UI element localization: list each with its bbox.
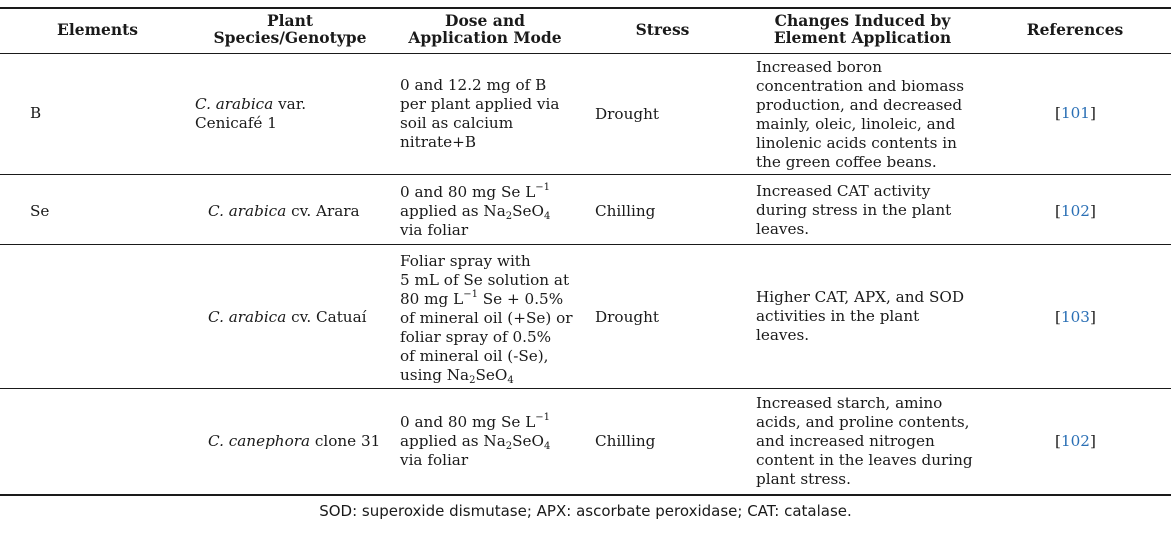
cell-reference: [101]	[1055, 104, 1096, 122]
reference-link[interactable]: 102	[1060, 432, 1090, 450]
cell-changes: Increased boron concentration and biomass production, and decreased mainly, oleic, linoleic, and linolenic acids contents in the green coffee beans.	[756, 58, 964, 171]
cell-species: C. canephora clone 31	[208, 432, 381, 450]
cell-species: C. arabica cv. Arara	[208, 202, 360, 220]
cell-stress: Drought	[595, 308, 659, 326]
cell-changes: Increased starch, amino acids, and proline contents, and increased nitrogen content in the leaves during plant stress.	[756, 394, 973, 488]
header-elements: Elements	[57, 20, 138, 39]
cell-reference: [102]	[1055, 202, 1096, 220]
cell-element: B	[30, 104, 42, 122]
cell-stress: Chilling	[595, 202, 656, 220]
row-divider	[0, 244, 1171, 245]
row-divider	[0, 174, 1171, 175]
cell-dose: 0 and 80 mg Se $L^{-1}$ applied as $Na_2SeO_4$ via foliar	[400, 412, 551, 469]
header-stress: Stress	[635, 20, 690, 39]
reference-link[interactable]: 102	[1060, 202, 1090, 220]
table-top-rule	[0, 7, 1171, 9]
header-references: References	[1026, 20, 1124, 39]
cell-reference: [103]	[1055, 308, 1096, 326]
cell-stress: Drought	[595, 105, 659, 123]
reference-link[interactable]: 101	[1060, 104, 1090, 122]
cell-reference: [102]	[1055, 432, 1096, 450]
cell-stress: Chilling	[595, 432, 656, 450]
table-footnote: SOD: superoxide dismutase; APX: ascorbate peroxidase; CAT: catalase.	[319, 502, 852, 520]
reference-link[interactable]: 103	[1060, 308, 1090, 326]
header-dose: Dose and Application Mode	[408, 11, 562, 47]
header-changes: Changes Induced by Element Application	[773, 11, 952, 47]
cell-changes: Increased CAT activity during stress in the plant leaves.	[756, 182, 952, 238]
header-bottom-rule	[0, 53, 1171, 54]
cell-species: C. arabica var. Cenicafé 1	[195, 95, 307, 132]
table-bottom-rule	[0, 494, 1171, 496]
cell-dose: 0 and 12.2 mg of B per plant applied via soil as calcium nitrate+B	[400, 76, 560, 151]
header-plant-species: Plant Species/Genotype	[213, 11, 367, 47]
cell-species: C. arabica cv. Catuaí	[208, 308, 367, 326]
cell-dose: Foliar spray with 5 mL of Se solution at 80 mg $L^{-1}$ Se + 0.5% of mineral oil (+Se) or foliar spray of 0.5% of mineral oil (-Se), using $Na_2SeO_4$	[400, 252, 573, 386]
cell-dose: 0 and 80 mg Se $L^{-1}$ applied as $Na_2SeO_4$ via foliar	[400, 182, 551, 239]
row-divider	[0, 388, 1171, 389]
cell-changes: Higher CAT, APX, and SOD activities in the plant leaves.	[756, 288, 965, 344]
cell-element: Se	[30, 202, 50, 220]
